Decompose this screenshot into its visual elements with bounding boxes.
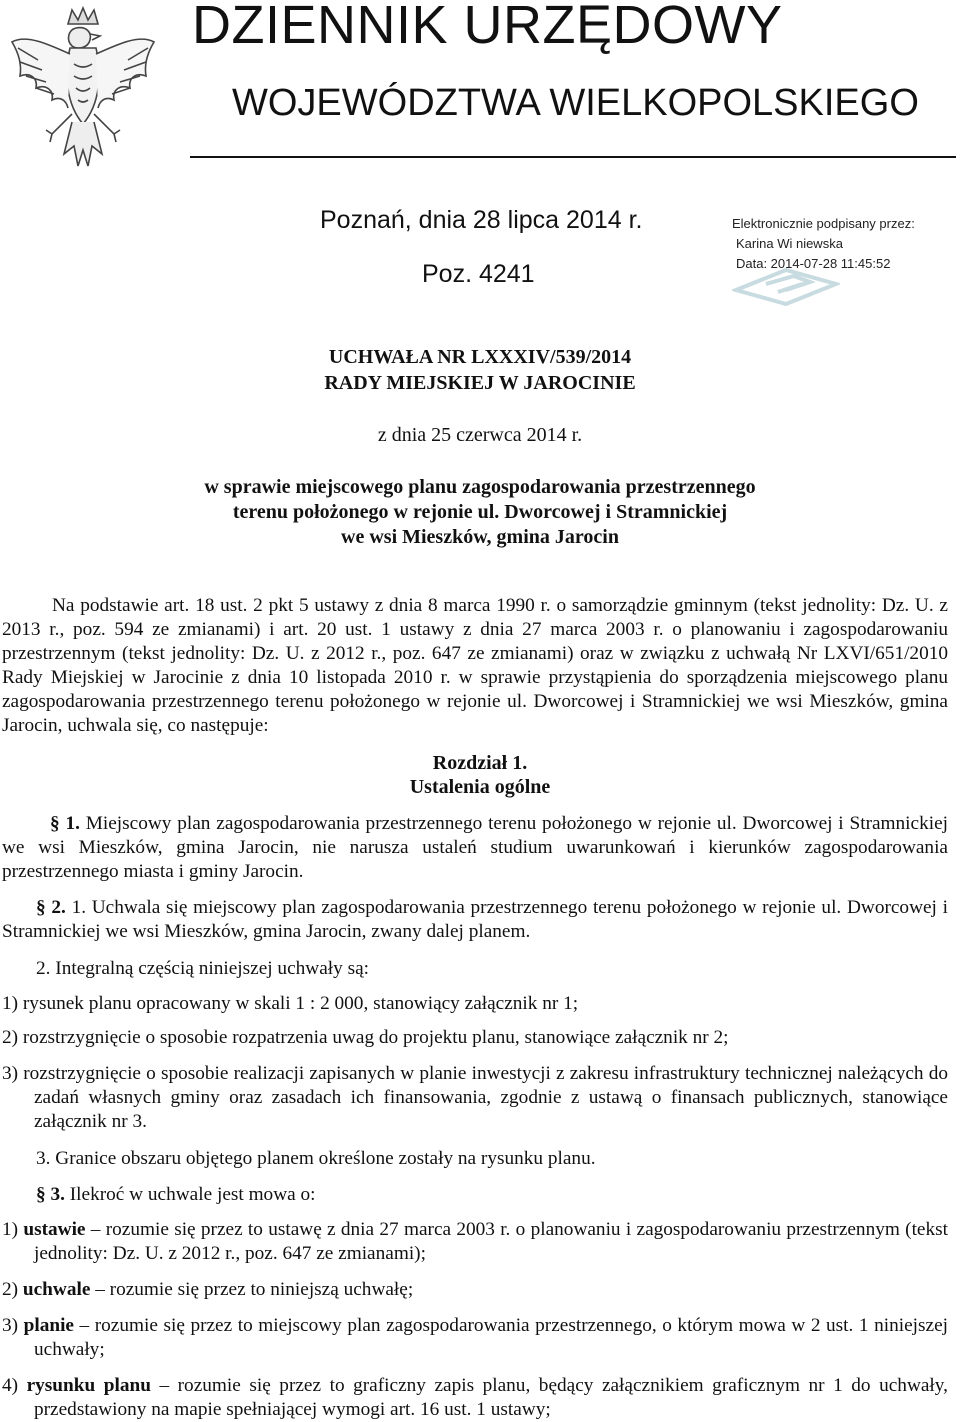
definition-term: uchwale — [22, 1279, 91, 1300]
definition-item: 1) ustawie – rozumie się przez to ustawę z dnia 27 marca 2003 r. o planowaniu i zagospodarowaniu przestrzennym (tekst jednolity: Dz. U. z 2012 r., poz. 647 ze zmianami); — [2, 1219, 948, 1264]
definition-item: 2) uchwale – rozumie się przez to niniejszą uchwałę; — [2, 1279, 414, 1300]
publication-date: Poznań, dnia 28 lipca 2014 r. — [320, 206, 643, 234]
signature-label: Elektronicznie podpisany przez: — [732, 216, 915, 231]
list-item: 1) rysunek planu opracowany w skali 1 : 2 000, stanowiący załącznik nr 1; — [2, 993, 579, 1014]
paragraph-2-section-3: 3. Granice obszaru objętego planem określone zostały na rysunku planu. — [36, 1148, 596, 1169]
resolution-subject-line: terenu położonego w rejonie ul. Dworcowej i Stramnickiej — [232, 501, 728, 523]
definition-item: 3) planie – rozumie się przez to miejscowy plan zagospodarowania przestrzennego, o którym mowa w 2 ust. 1 niniejszej uchwały; — [2, 1315, 948, 1360]
journal-title: DZIENNIK URZĘDOWY — [192, 0, 783, 55]
definition-term: rysunku planu — [26, 1375, 151, 1396]
paragraph-1 — [2, 812, 948, 884]
resolution-date: z dnia 25 czerwca 2014 r. — [377, 424, 583, 446]
resolution-council: RADY MIEJSKIEJ W JAROCINIE — [324, 372, 636, 394]
definition-text: – rozumie się przez to miejscowy plan zagospodarowania przestrzennego, o którym mowa w 2 ust. 1 niniejszej uchwały; — [34, 1315, 948, 1360]
definition-item: 4) rysunku planu – rozumie się przez to graficzny zapis planu, będący załącznikiem graficznym nr 1 do uchwały, przedstawiony na mapie spełniającej wymogi art. 16 ust. 1 ustawy; — [2, 1375, 948, 1420]
resolution-subject-line: we wsi Mieszków, gmina Jarocin — [341, 526, 619, 548]
signature-logo-icon — [732, 264, 840, 308]
legal-basis-paragraph: Na podstawie art. 18 ust. 2 pkt 5 ustawy z dnia 8 marca 1990 r. o samorządzie gminnym (tekst jednolity: Dz. U. z 2013 r., poz. 594 ze zmianami) i art. 20 ust. 1 ustawy z dnia 27 marca 2003 r. o planowaniu i zagospodarowaniu przestrzennym (tekst jednolity: Dz. U. z 2012 r., poz. 647 ze zmianami) oraz w związku z uchwałą Nr LXVI/651/2010 Rady Miejskiej w Jarocinie z dnia 10 listopada 2010 r. w sprawie przystąpienia do sporządzenia miejscowego planu zagospodarowania przestrzennego terenu położonego w rejonie ul. Dworcowej i Stramnickiej we wsi Mieszków, gmina Jarocin, uchwala się, co następuje: — [2, 595, 948, 736]
resolution-number: UCHWAŁA NR LXXXIV/539/2014 — [328, 346, 632, 368]
position-number: Poz. 4241 — [422, 260, 535, 288]
paragraph-label: § 2. — [36, 897, 66, 918]
paragraph-text: Ilekroć w uchwale jest mowa o: — [69, 1184, 316, 1205]
definition-term: ustawie — [23, 1219, 86, 1240]
journal-subtitle: WOJEWÓDZTWA WIELKOPOLSKIEGO — [232, 82, 919, 124]
definition-text: – rozumie się przez to niniejszą uchwałę; — [90, 1279, 414, 1300]
paragraph-2-section-2: 2. Integralną częścią niniejszej uchwały są: — [36, 958, 369, 979]
paragraph-text: Miejscowy plan zagospodarowania przestrzennego terenu położonego w rejonie ul. Dworcowej i Stramnickiej we wsi Mieszków, gmina Jarocin, nie narusza ustaleń studium uwarunkowań i kierunków zagospodarowania przestrzennego miasta i gminy Jarocin. — [2, 813, 949, 882]
list-item: 3) rozstrzygnięcie o sposobie realizacji zapisanych w planie inwestycji z zakresu infrastruktury technicznej należących do zadań własnych gminy oraz zasadach ich finansowania, zgodnie z ustawą o finansach publicznych, stanowiące załącznik nr 3. — [2, 1063, 948, 1132]
paragraph-text: 1. Uchwala się miejscowy plan zagospodarowania przestrzennego terenu położonego w rejonie ul. Dworcowej i Stramnickiej we wsi Mieszków, gmina Jarocin, zwany dalej planem. — [2, 897, 948, 942]
paragraph-label: § 3. — [36, 1184, 65, 1205]
header-divider — [190, 156, 956, 158]
chapter-number: Rozdział 1. — [432, 752, 528, 774]
definition-text: – rozumie się przez to ustawę z dnia 27 marca 2003 r. o planowaniu i zagospodarowaniu przestrzennym (tekst jednolity: Dz. U. z 2012 r., poz. 647 ze zmianami); — [34, 1219, 948, 1264]
signature-signer: Karina Wi niewska — [736, 236, 843, 251]
paragraph-2 — [2, 896, 948, 944]
polish-eagle-emblem-icon — [8, 4, 158, 180]
resolution-subject-line: w sprawie miejscowego planu zagospodarowania przestrzennego — [204, 476, 756, 498]
list-item: 2) rozstrzygnięcie o sposobie rozpatrzenia uwag do projektu planu, stanowiące załącznik nr 2; — [2, 1027, 729, 1048]
paragraph-label: § 1. — [50, 813, 80, 834]
chapter-title: Ustalenia ogólne — [409, 776, 551, 798]
definition-text: – rozumie się przez to graficzny zapis planu, będący załącznikiem graficznym nr 1 do uchwały, przedstawiony na mapie spełniającej wymogi art. 16 ust. 1 ustawy; — [34, 1375, 948, 1420]
signature-date: Data: 2014-07-28 11:45:52 — [736, 256, 891, 271]
definition-term: planie — [23, 1315, 74, 1336]
paragraph-3 — [36, 1184, 316, 1206]
